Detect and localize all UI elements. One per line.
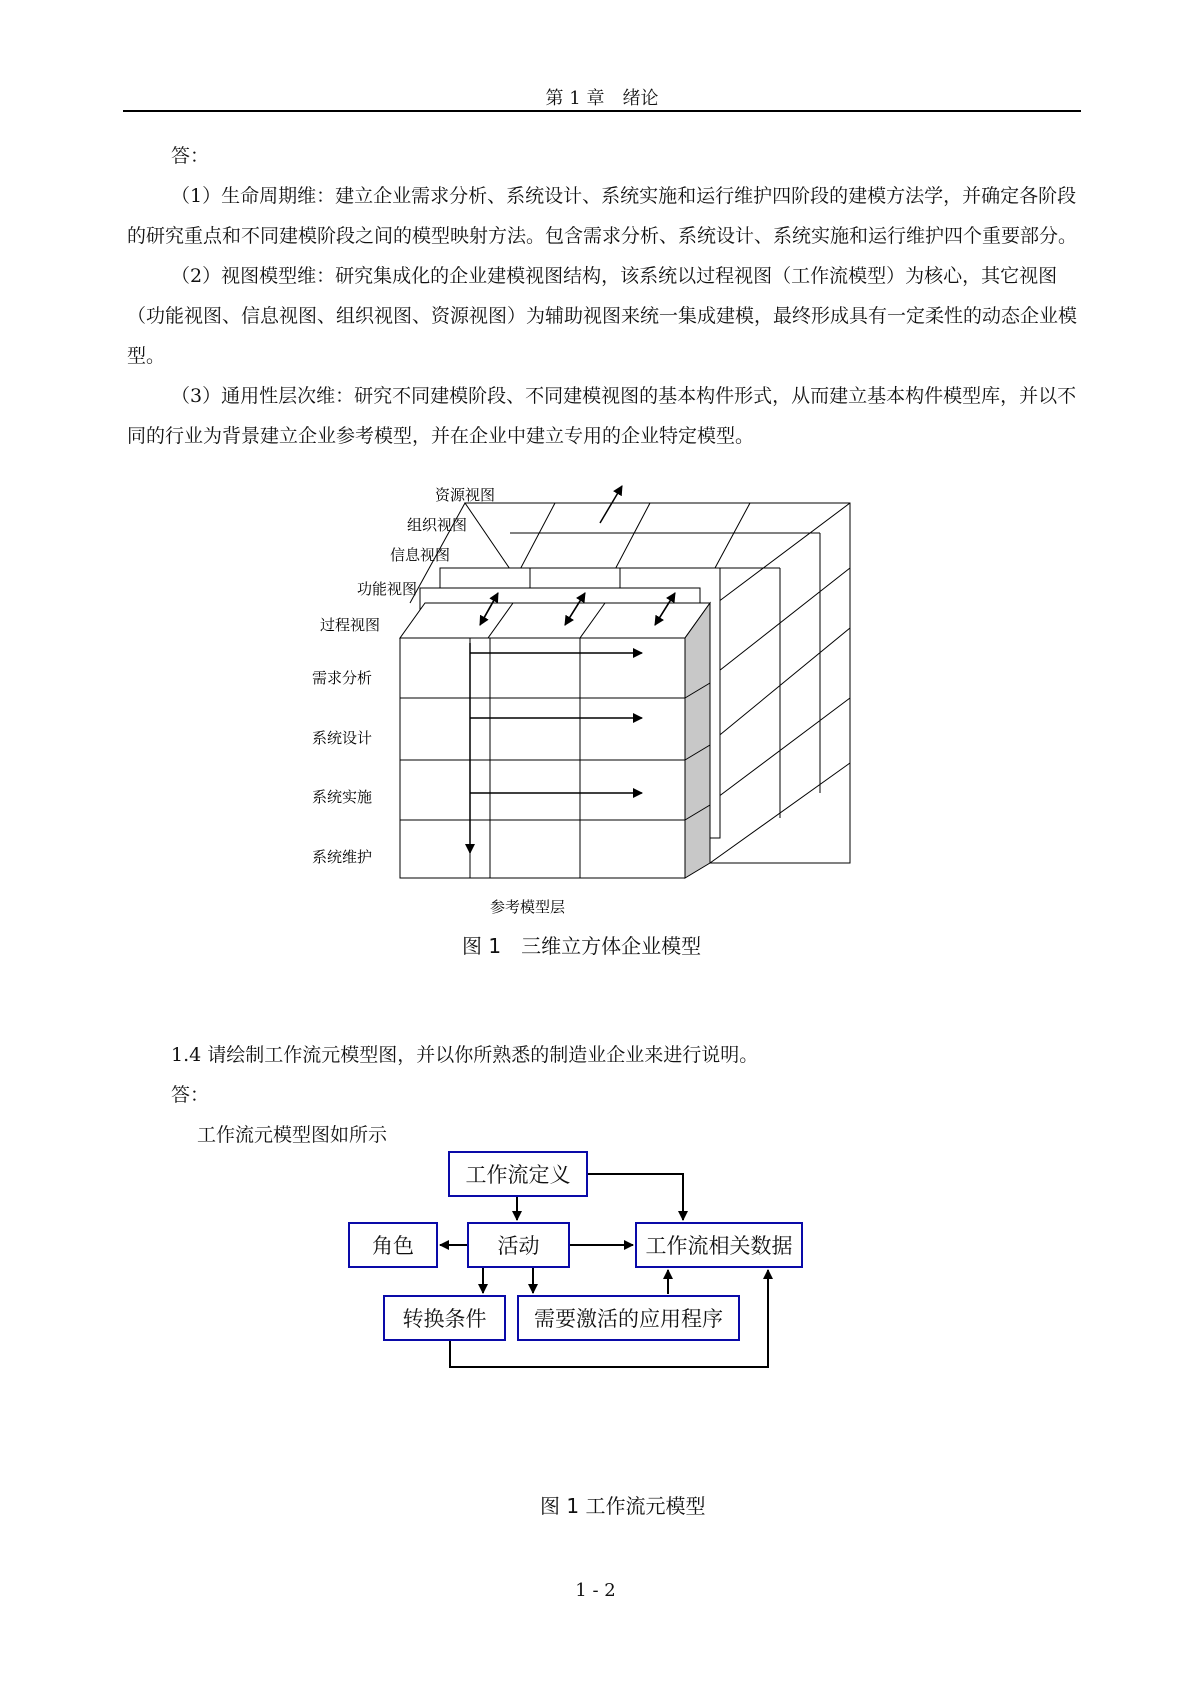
workflow-intro: 工作流元模型图如所示 [197, 1124, 388, 1146]
view-label-information: 信息视图 [390, 546, 451, 564]
section2-body [127, 1035, 1079, 1155]
phase-label-design: 系统设计 [312, 729, 373, 747]
paragraph-generality: （3）通用性层次维：研究不同建模阶段、不同建模视图的基本构件形式，从而建立基本构件模型库，并以不同的行业为背景建立企业参考模型，并在企业中建立专用的企业特定模型。 [127, 385, 1077, 447]
question-1-4: 1.4 请绘制工作流元模型图，并以你所熟悉的制造业企业来进行说明。 [171, 1044, 759, 1066]
figure1-caption: 图 1 三维立方体企业模型 [462, 934, 702, 958]
answer-label-2: 答： [171, 1084, 210, 1106]
section1-body [127, 136, 1079, 456]
node-workflow-definition: 工作流定义 [448, 1151, 588, 1197]
node-workflow-related-data: 工作流相关数据 [635, 1222, 803, 1268]
paragraph-lifecycle: （1）生命周期维：建立企业需求分析、系统设计、系统实施和运行维护四阶段的建模方法学，并确定各阶段的研究重点和不同建模阶段之间的模型映射方法。包含需求分析、系统设计、系统实施和运行维护四个重要部分。 [127, 185, 1078, 247]
node-activity: 活动 [467, 1222, 570, 1268]
answer-label: 答： [171, 145, 210, 167]
paragraph-view-model: （2）视图模型维：研究集成化的企业建模视图结构，该系统以过程视图（工作流模型）为核心，其它视图（功能视图、信息视图、组织视图、资源视图）为辅助视图来统一集成建模，最终形成具有一定柔性的动态企业模型。 [127, 265, 1078, 367]
view-label-resource: 资源视图 [435, 486, 496, 504]
node-invoked-application: 需要激活的应用程序 [517, 1295, 740, 1341]
page-header: 第 1 章 绪论 [545, 88, 659, 109]
phase-label-maintenance: 系统维护 [312, 848, 373, 866]
node-role: 角色 [348, 1222, 438, 1268]
phase-label-requirements: 需求分析 [312, 669, 373, 687]
page-number: 1 - 2 [575, 1580, 616, 1601]
node-transition-condition: 转换条件 [383, 1295, 506, 1341]
view-label-organization: 组织视图 [407, 516, 468, 534]
reference-model-layer-label: 参考模型层 [490, 898, 566, 916]
view-label-process: 过程视图 [320, 616, 381, 634]
phase-label-implementation: 系统实施 [312, 788, 373, 806]
view-label-function: 功能视图 [357, 580, 418, 598]
figure2-caption: 图 1 工作流元模型 [540, 1494, 706, 1518]
header-rule [123, 110, 1081, 112]
workflow-metamodel-figure [345, 1148, 815, 1378]
